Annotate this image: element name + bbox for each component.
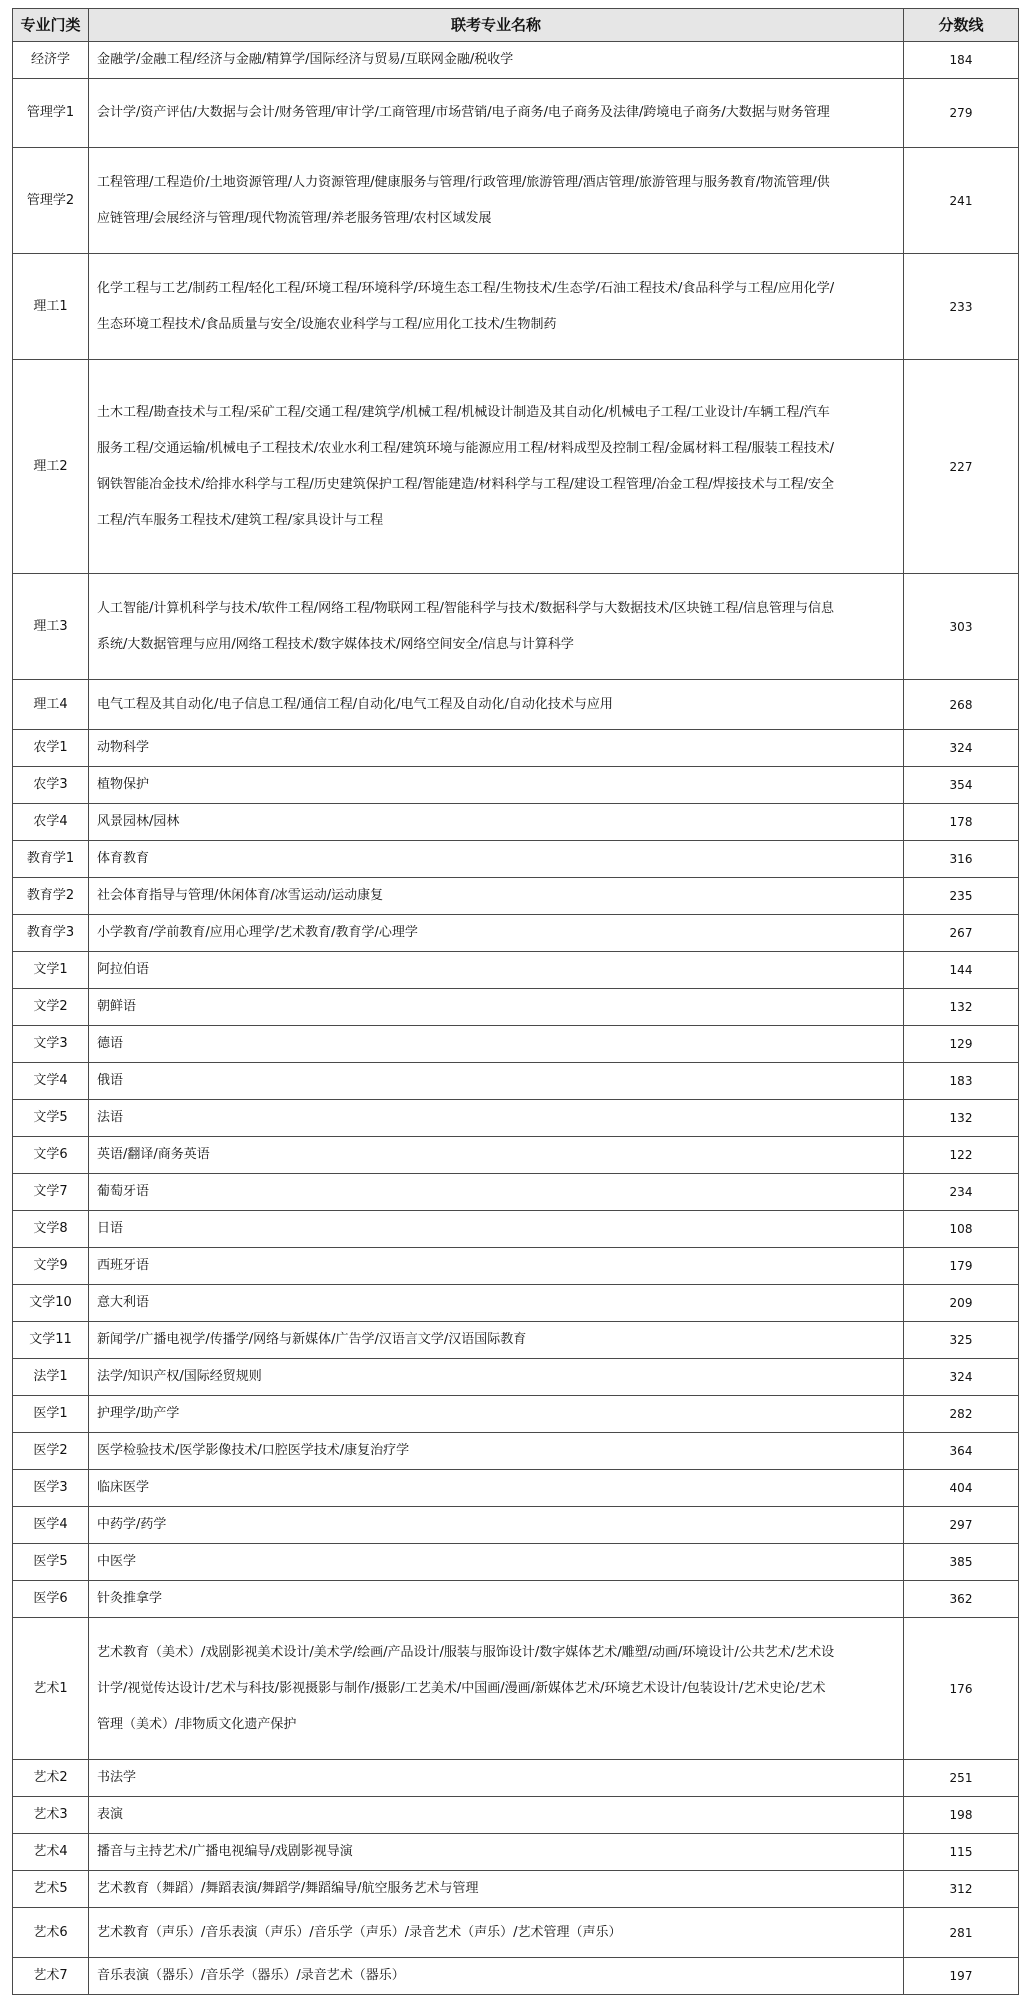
score-cell: 129 (904, 1026, 1019, 1063)
majors-cell (89, 254, 904, 360)
majors-line: 俄语 (97, 1073, 124, 1088)
score-cell: 132 (904, 989, 1019, 1026)
table-row (13, 1211, 1019, 1248)
score-cell: 268 (904, 680, 1019, 730)
category-cell: 医学5 (13, 1544, 89, 1581)
table-row (13, 989, 1019, 1026)
table-row (13, 1248, 1019, 1285)
score-cell: 303 (904, 574, 1019, 680)
category-cell: 医学3 (13, 1470, 89, 1507)
majors-cell (89, 1581, 904, 1618)
score-cell: 115 (904, 1834, 1019, 1871)
majors-line: 工程/汽车服务工程技术/建筑工程/家具设计与工程 (97, 512, 384, 528)
majors-line: 新闻学/广播电视学/传播学/网络与新媒体/广告学/汉语言文学/汉语国际教育 (97, 1332, 527, 1347)
table-row (13, 1908, 1019, 1958)
majors-cell (89, 42, 904, 79)
majors-line: 电气工程及其自动化/电子信息工程/通信工程/自动化/电气工程及自动化/自动化技术与应用 (97, 696, 613, 712)
majors-cell (89, 1100, 904, 1137)
majors-line: 工程管理/工程造价/土地资源管理/人力资源管理/健康服务与管理/行政管理/旅游管理/酒店管理/旅游管理与服务教育/物流管理/供 (97, 174, 830, 190)
table-row (13, 360, 1019, 574)
majors-cell (89, 841, 904, 878)
table-row (13, 1322, 1019, 1359)
table-row (13, 79, 1019, 148)
majors-cell (89, 730, 904, 767)
table-row (13, 1507, 1019, 1544)
score-cell: 251 (904, 1760, 1019, 1797)
score-cell: 234 (904, 1174, 1019, 1211)
majors-cell (89, 574, 904, 680)
table-row (13, 1834, 1019, 1871)
category-cell: 农学3 (13, 767, 89, 804)
majors-cell (89, 1871, 904, 1908)
category-cell: 医学2 (13, 1433, 89, 1470)
majors-line: 服务工程/交通运输/机械电子工程技术/农业水利工程/建筑环境与能源应用工程/材料成型及控制工程/金属材料工程/服装工程技术/ (97, 440, 835, 456)
table-row (13, 574, 1019, 680)
majors-line: 艺术教育（舞蹈）/舞蹈表演/舞蹈学/舞蹈编导/航空服务艺术与管理 (97, 1881, 479, 1896)
table-row (13, 1618, 1019, 1760)
majors-line: 社会体育指导与管理/休闲体育/冰雪运动/运动康复 (97, 888, 384, 903)
score-cell: 183 (904, 1063, 1019, 1100)
category-cell: 艺术2 (13, 1760, 89, 1797)
category-cell: 艺术5 (13, 1871, 89, 1908)
majors-cell (89, 1322, 904, 1359)
table-row (13, 1433, 1019, 1470)
majors-cell (89, 1248, 904, 1285)
table-row (13, 1174, 1019, 1211)
table-row (13, 878, 1019, 915)
majors-line: 朝鲜语 (97, 999, 137, 1014)
score-cell: 132 (904, 1100, 1019, 1137)
majors-line: 风景园林/园林 (97, 814, 180, 829)
majors-line: 小学教育/学前教育/应用心理学/艺术教育/教育学/心理学 (97, 925, 418, 940)
majors-line: 会计学/资产评估/大数据与会计/财务管理/审计学/工商管理/市场营销/电子商务/电子商务及法律/跨境电子商务/大数据与财务管理 (97, 105, 830, 120)
majors-line: 植物保护 (97, 777, 150, 792)
table-row (13, 1359, 1019, 1396)
majors-line: 管理（美术）/非物质文化遗产保护 (97, 1716, 297, 1732)
table-row (13, 915, 1019, 952)
majors-line: 中药学/药学 (97, 1517, 167, 1532)
majors-line: 计学/视觉传达设计/艺术与科技/影视摄影与制作/摄影/工艺美术/中国画/漫画/新媒体艺术/环境艺术设计/包装设计/艺术史论/艺术 (97, 1680, 826, 1696)
majors-line: 艺术教育（声乐）/音乐表演（声乐）/音乐学（声乐）/录音艺术（声乐）/艺术管理（声乐） (97, 1924, 622, 1940)
score-cell: 282 (904, 1396, 1019, 1433)
category-cell: 教育学3 (13, 915, 89, 952)
score-cell: 178 (904, 804, 1019, 841)
majors-line: 音乐表演（器乐）/音乐学（器乐）/录音艺术（器乐） (97, 1968, 405, 1983)
score-cell: 297 (904, 1507, 1019, 1544)
category-cell: 文学11 (13, 1322, 89, 1359)
majors-cell (89, 1834, 904, 1871)
header-category: 专业门类 (13, 9, 89, 42)
majors-line: 系统/大数据管理与应用/网络工程技术/数字媒体技术/网络空间安全/信息与计算科学 (97, 636, 574, 652)
score-cell: 197 (904, 1958, 1019, 1995)
majors-line: 动物科学 (97, 740, 150, 755)
majors-cell (89, 952, 904, 989)
majors-line: 法语 (97, 1110, 124, 1125)
majors-line: 意大利语 (97, 1295, 150, 1310)
header-majors: 联考专业名称 (89, 9, 904, 42)
table-row (13, 804, 1019, 841)
category-cell: 文学9 (13, 1248, 89, 1285)
score-cell: 144 (904, 952, 1019, 989)
majors-line: 护理学/助产学 (97, 1406, 180, 1421)
category-cell: 艺术1 (13, 1618, 89, 1760)
category-cell: 文学2 (13, 989, 89, 1026)
majors-cell (89, 1211, 904, 1248)
category-cell: 理工1 (13, 254, 89, 360)
score-cell: 122 (904, 1137, 1019, 1174)
table-row (13, 841, 1019, 878)
majors-line: 法学/知识产权/国际经贸规则 (97, 1369, 262, 1384)
table-row (13, 1958, 1019, 1995)
majors-cell (89, 1396, 904, 1433)
table-row (13, 1797, 1019, 1834)
majors-cell (89, 1760, 904, 1797)
table-row (13, 767, 1019, 804)
table-row (13, 680, 1019, 730)
majors-line: 体育教育 (97, 851, 150, 866)
score-cell: 312 (904, 1871, 1019, 1908)
majors-line: 金融学/金融工程/经济与金融/精算学/国际经济与贸易/互联网金融/税收学 (97, 52, 514, 67)
score-cell: 364 (904, 1433, 1019, 1470)
majors-line: 表演 (97, 1807, 124, 1822)
category-cell: 文学7 (13, 1174, 89, 1211)
score-cell: 209 (904, 1285, 1019, 1322)
category-cell: 理工4 (13, 680, 89, 730)
table-row (13, 952, 1019, 989)
table-row (13, 42, 1019, 79)
category-cell: 管理学1 (13, 79, 89, 148)
majors-cell (89, 1285, 904, 1322)
majors-line: 应链管理/会展经济与管理/现代物流管理/养老服务管理/农村区域发展 (97, 210, 492, 226)
category-cell: 艺术4 (13, 1834, 89, 1871)
score-cell: 267 (904, 915, 1019, 952)
score-cell: 404 (904, 1470, 1019, 1507)
table-row (13, 1544, 1019, 1581)
score-cell: 108 (904, 1211, 1019, 1248)
category-cell: 教育学1 (13, 841, 89, 878)
category-cell: 教育学2 (13, 878, 89, 915)
table-row (13, 1470, 1019, 1507)
majors-cell (89, 989, 904, 1026)
score-cell: 385 (904, 1544, 1019, 1581)
category-cell: 法学1 (13, 1359, 89, 1396)
majors-line: 书法学 (97, 1770, 137, 1785)
category-cell: 理工2 (13, 360, 89, 574)
table-header-row (13, 9, 1019, 42)
majors-cell (89, 915, 904, 952)
score-cell: 176 (904, 1618, 1019, 1760)
category-cell: 文学4 (13, 1063, 89, 1100)
score-cell: 179 (904, 1248, 1019, 1285)
score-cell: 324 (904, 1359, 1019, 1396)
header-score: 分数线 (904, 9, 1019, 42)
category-cell: 管理学2 (13, 148, 89, 254)
majors-line: 化学工程与工艺/制药工程/轻化工程/环境工程/环境科学/环境生态工程/生物技术/生态学/石油工程技术/食品科学与工程/应用化学/ (97, 280, 835, 296)
category-cell: 文学5 (13, 1100, 89, 1137)
majors-cell (89, 79, 904, 148)
score-cell: 198 (904, 1797, 1019, 1834)
majors-cell (89, 360, 904, 574)
table-body (13, 42, 1019, 1995)
majors-cell (89, 1618, 904, 1760)
table-row (13, 730, 1019, 767)
score-table (12, 8, 1019, 1995)
majors-cell (89, 1063, 904, 1100)
majors-cell (89, 148, 904, 254)
table-row (13, 1581, 1019, 1618)
category-cell: 医学6 (13, 1581, 89, 1618)
majors-line: 艺术教育（美术）/戏剧影视美术设计/美术学/绘画/产品设计/服装与服饰设计/数字媒体艺术/雕塑/动画/环境设计/公共艺术/艺术设 (97, 1644, 835, 1660)
category-cell: 文学6 (13, 1137, 89, 1174)
category-cell: 医学4 (13, 1507, 89, 1544)
category-cell: 文学1 (13, 952, 89, 989)
majors-cell (89, 1433, 904, 1470)
score-cell: 362 (904, 1581, 1019, 1618)
table-row (13, 1396, 1019, 1433)
majors-cell (89, 1470, 904, 1507)
majors-line: 英语/翻译/商务英语 (97, 1147, 210, 1162)
majors-cell (89, 680, 904, 730)
score-cell: 279 (904, 79, 1019, 148)
score-cell: 233 (904, 254, 1019, 360)
majors-cell (89, 804, 904, 841)
majors-line: 土木工程/勘查技术与工程/采矿工程/交通工程/建筑学/机械工程/机械设计制造及其自动化/机械电子工程/工业设计/车辆工程/汽车 (97, 404, 830, 420)
table-row (13, 1026, 1019, 1063)
majors-line: 日语 (97, 1221, 124, 1236)
table-row (13, 254, 1019, 360)
majors-line: 中医学 (97, 1554, 137, 1569)
score-cell: 316 (904, 841, 1019, 878)
majors-line: 钢铁智能冶金技术/给排水科学与工程/历史建筑保护工程/智能建造/材料科学与工程/建设工程管理/冶金工程/焊接技术与工程/安全 (97, 476, 835, 492)
category-cell: 理工3 (13, 574, 89, 680)
category-cell: 经济学 (13, 42, 89, 79)
majors-cell (89, 1507, 904, 1544)
majors-line: 西班牙语 (97, 1258, 150, 1273)
category-cell: 医学1 (13, 1396, 89, 1433)
category-cell: 艺术6 (13, 1908, 89, 1958)
majors-line: 生态环境工程技术/食品质量与安全/设施农业科学与工程/应用化工技术/生物制药 (97, 316, 557, 332)
majors-line: 播音与主持艺术/广播电视编导/戏剧影视导演 (97, 1844, 353, 1859)
score-cell: 354 (904, 767, 1019, 804)
majors-line: 临床医学 (97, 1480, 150, 1495)
category-cell: 文学3 (13, 1026, 89, 1063)
score-cell: 324 (904, 730, 1019, 767)
category-cell: 艺术3 (13, 1797, 89, 1834)
majors-cell (89, 1359, 904, 1396)
majors-cell (89, 1797, 904, 1834)
score-cell: 281 (904, 1908, 1019, 1958)
majors-cell (89, 1137, 904, 1174)
majors-cell (89, 1544, 904, 1581)
table-row (13, 1137, 1019, 1174)
category-cell: 农学1 (13, 730, 89, 767)
score-table-container (12, 8, 1018, 1995)
majors-line: 针灸推拿学 (97, 1591, 163, 1606)
table-row (13, 1760, 1019, 1797)
score-cell: 184 (904, 42, 1019, 79)
table-row (13, 1285, 1019, 1322)
category-cell: 农学4 (13, 804, 89, 841)
table-row (13, 148, 1019, 254)
category-cell: 文学8 (13, 1211, 89, 1248)
majors-line: 葡萄牙语 (97, 1184, 150, 1199)
score-cell: 325 (904, 1322, 1019, 1359)
score-cell: 241 (904, 148, 1019, 254)
score-cell: 235 (904, 878, 1019, 915)
score-cell: 227 (904, 360, 1019, 574)
majors-line: 德语 (97, 1036, 124, 1051)
table-row (13, 1871, 1019, 1908)
majors-cell (89, 767, 904, 804)
majors-cell (89, 1174, 904, 1211)
majors-cell (89, 1908, 904, 1958)
table-row (13, 1100, 1019, 1137)
category-cell: 艺术7 (13, 1958, 89, 1995)
majors-cell (89, 1958, 904, 1995)
table-row (13, 1063, 1019, 1100)
category-cell: 文学10 (13, 1285, 89, 1322)
majors-cell (89, 1026, 904, 1063)
majors-cell (89, 878, 904, 915)
majors-line: 医学检验技术/医学影像技术/口腔医学技术/康复治疗学 (97, 1443, 410, 1458)
majors-line: 人工智能/计算机科学与技术/软件工程/网络工程/物联网工程/智能科学与技术/数据科学与大数据技术/区块链工程/信息管理与信息 (97, 600, 835, 616)
majors-line: 阿拉伯语 (97, 962, 150, 977)
